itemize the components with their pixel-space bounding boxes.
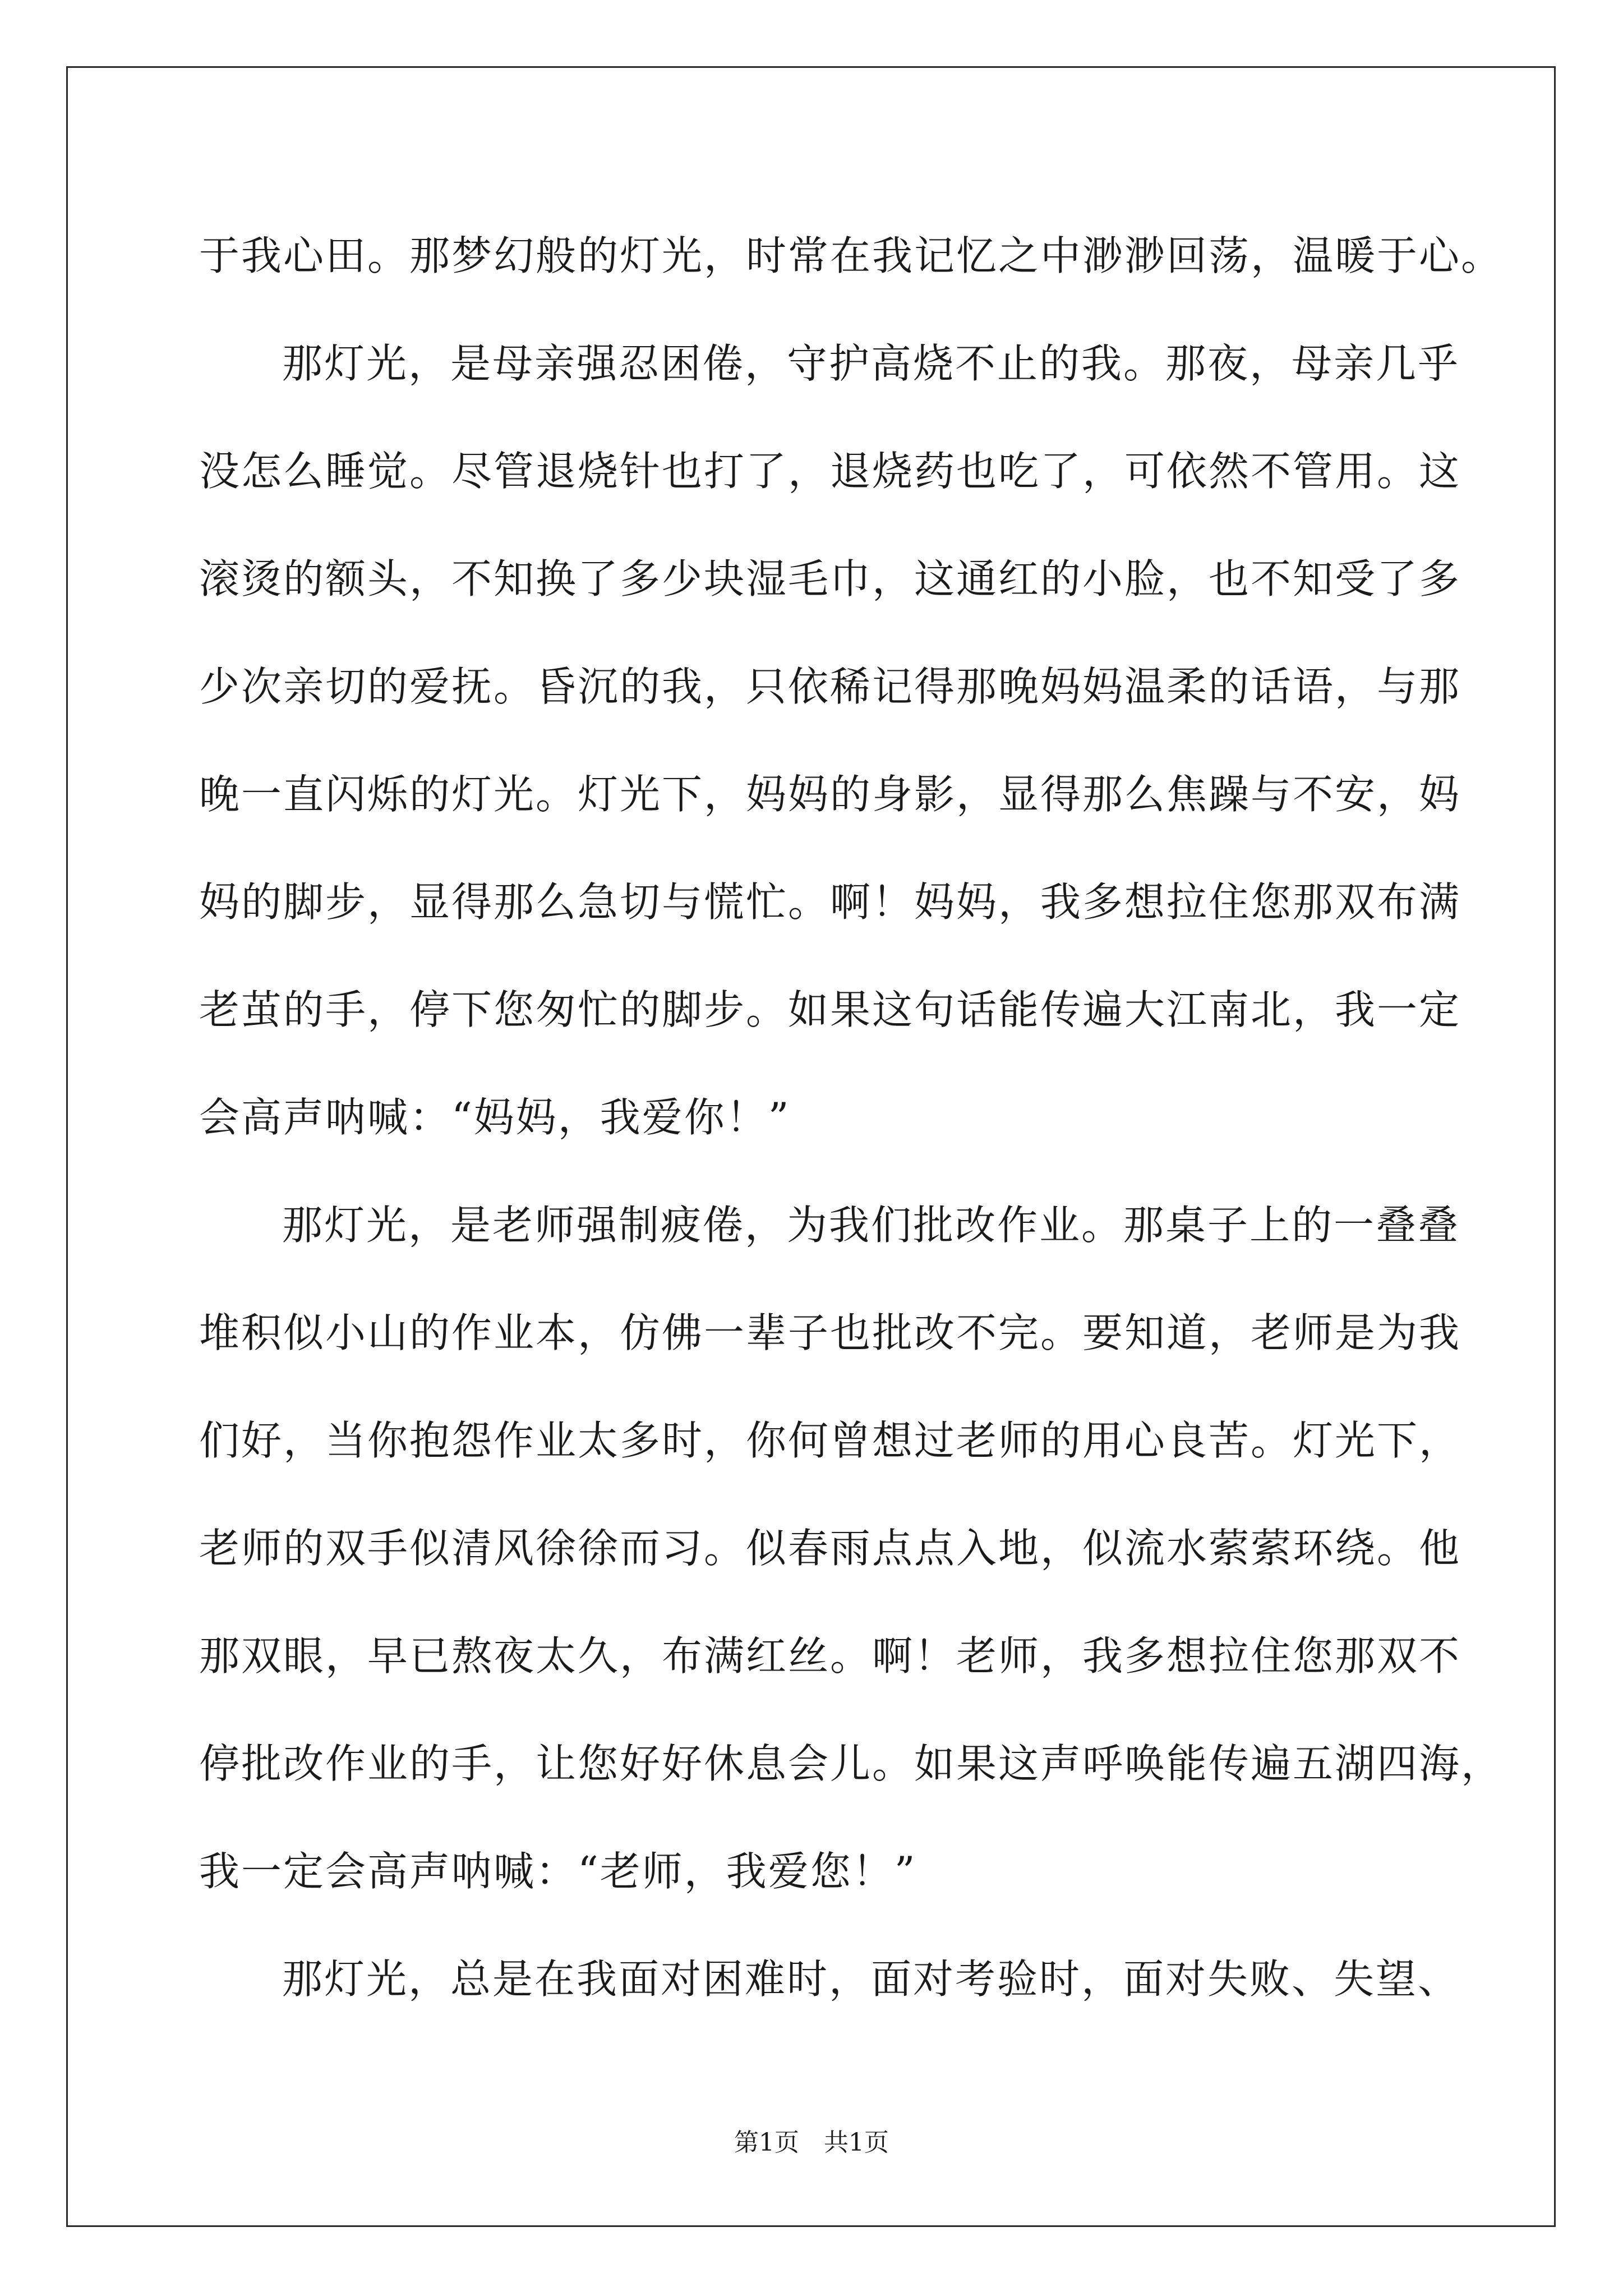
text-line: 我一定会高声呐喊：“老师，我爱您！”: [199, 1848, 917, 1895]
text-line: 晚一直闪烁的灯光。灯光下，妈妈的身影，显得那么焦躁与不安，妈: [199, 771, 1461, 818]
document-body: [199, 202, 1504, 2033]
text-line: 滚烫的额头，不知换了多少块湿毛巾，这通红的小脸，也不知受了多: [199, 555, 1461, 602]
text-line: 老茧的手，停下您匆忙的脚步。如果这句话能传遍大江南北，我一定: [199, 986, 1461, 1033]
text-line: 少次亲切的爱抚。昏沉的我，只依稀记得那晚妈妈温柔的话语，与那: [199, 663, 1461, 710]
text-line: 会高声呐喊：“妈妈，我爱你！”: [199, 1094, 791, 1141]
text-line: 那灯光，总是在我面对困难时，面对考验时，面对失败、失望、: [282, 1955, 1460, 2003]
text-line: 于我心田。那梦幻般的灯光，时常在我记忆之中渺渺回荡，温暖于心。: [199, 232, 1504, 279]
text-line: 们好，当你抱怨作业太多时，你何曾想过老师的用心良苦。灯光下，: [199, 1417, 1461, 1464]
text-line: 妈的脚步，显得那么急切与慌忙。啊！妈妈，我多想拉住您那双布满: [199, 878, 1461, 926]
page-number: 第1页: [734, 2128, 799, 2157]
page-total: 共1页: [824, 2128, 889, 2157]
text-line: 那灯光，是老师强制疲倦，为我们批改作业。那桌子上的一叠叠: [282, 1202, 1460, 1249]
text-line: 那灯光，是母亲强忍困倦，守护高烧不止的我。那夜，母亲几乎: [282, 340, 1460, 387]
page-footer: [0, 2126, 1623, 2160]
text-line: 老师的双手似清风徐徐而习。似春雨点点入地，似流水萦萦环绕。他: [199, 1525, 1461, 1572]
text-line: 那双眼，早已熬夜太久，布满红丝。啊！老师，我多想拉住您那双不: [199, 1632, 1461, 1680]
text-line: 堆积似小山的作业本，仿佛一辈子也批改不完。要知道，老师是为我: [199, 1309, 1461, 1356]
text-line: 停批改作业的手，让您好好休息会儿。如果这声呼唤能传遍五湖四海，: [199, 1740, 1504, 1787]
text-line: 没怎么睡觉。尽管退烧针也打了，退烧药也吃了，可依然不管用。这: [199, 448, 1461, 495]
